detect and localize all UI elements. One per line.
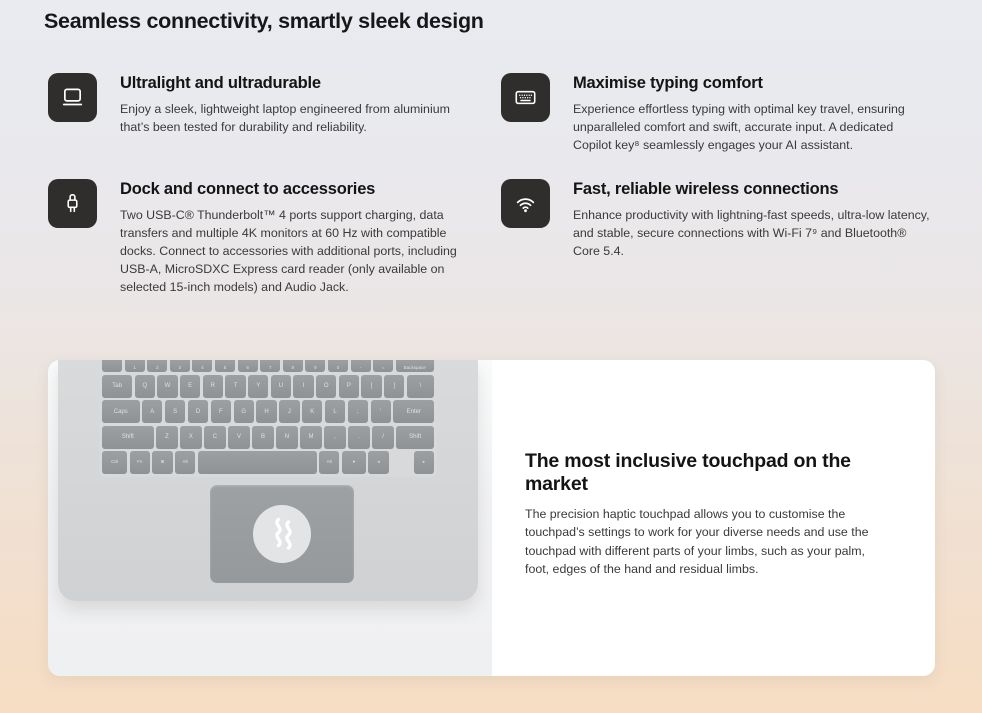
keyboard-key: 3 (170, 360, 190, 372)
keyboard-key: 9 (305, 360, 325, 372)
keyboard-key: B (252, 426, 274, 449)
keyboard-key: A (142, 400, 162, 423)
keyboard-key: 0 (328, 360, 348, 372)
keyboard-key: Shift (102, 426, 154, 449)
keyboard-key: [ (361, 375, 381, 398)
keyboard-key: Backspace (396, 360, 434, 372)
feature-wireless (501, 179, 930, 296)
keyboard-key: G (234, 400, 254, 423)
keyboard-key: Q (135, 375, 155, 398)
keyboard-key: ◂ (368, 451, 388, 474)
keyboard-key: U (271, 375, 291, 398)
touchpad-card-text (492, 360, 935, 676)
keyboard-key: T (225, 375, 245, 398)
keyboard-key: 2 (147, 360, 167, 372)
keyboard-key: ; (348, 400, 368, 423)
feature-title: Dock and connect to accessories (120, 180, 376, 198)
keyboard-icon (501, 73, 550, 122)
feature-ultralight (48, 73, 477, 154)
keyboard-key (198, 451, 317, 474)
keyboard-key: I (293, 375, 313, 398)
page-title: Seamless connectivity, smartly sleek design (44, 9, 484, 33)
keyboard-key: H (256, 400, 276, 423)
keyboard-key (391, 451, 411, 474)
keyboard-key: S (165, 400, 185, 423)
keyboard-key: ● (342, 451, 366, 474)
keyboard-key: ⊞ (152, 451, 172, 474)
keyboard-key: Z (156, 426, 178, 449)
feature-title: Fast, reliable wireless connections (573, 180, 839, 198)
keyboard-key: O (316, 375, 336, 398)
usb-plug-icon (48, 179, 97, 228)
laptop-touchpad-image (48, 360, 492, 676)
keyboard-key: Fn (130, 451, 150, 474)
keyboard-key: N (276, 426, 298, 449)
laptop-keyboard (99, 360, 437, 477)
keyboard-key: ] (384, 375, 404, 398)
keyboard-key: ▸ (414, 451, 434, 474)
keyboard-key: Alt (319, 451, 339, 474)
keyboard-key: 5 (215, 360, 235, 372)
touchpad-haptic-badge (253, 505, 311, 563)
keyboard-key: D (188, 400, 208, 423)
keyboard-key: 1 (125, 360, 145, 372)
keyboard-key: ' (371, 400, 391, 423)
touchpad (210, 485, 354, 583)
keyboard-key: Enter (393, 400, 434, 423)
keyboard-key: 6 (238, 360, 258, 372)
keyboard-key: Caps (102, 400, 140, 423)
keyboard-key: F (211, 400, 231, 423)
laptop-icon (48, 73, 97, 122)
keyboard-key: X (180, 426, 202, 449)
laptop-deck (58, 360, 478, 601)
feature-body: Experience effortless typing with optimal key travel, ensuring unparalleled comfort and swift, accurate input. A dedicated Copilot key⁸ seamlessly engages your AI assistant. (573, 102, 905, 152)
keyboard-key: J (279, 400, 299, 423)
keyboard-key: R (203, 375, 223, 398)
keyboard-key: / (372, 426, 394, 449)
keyboard-key: 4 (192, 360, 212, 372)
keyboard-key: K (302, 400, 322, 423)
keyboard-key: W (157, 375, 177, 398)
keyboard-key: Ctrl (102, 451, 127, 474)
keyboard-key: \ (407, 375, 434, 398)
keyboard-key: L (325, 400, 345, 423)
squiggle-icon (253, 505, 311, 563)
keyboard-key: . (348, 426, 370, 449)
keyboard-key (102, 360, 122, 372)
card-title: The most inclusive touchpad on the market (525, 449, 851, 495)
keyboard-key: P (339, 375, 359, 398)
feature-body: Enjoy a sleek, lightweight laptop engineered from aluminium that’s been tested for durability and reliability. (120, 102, 450, 134)
keyboard-key: E (180, 375, 200, 398)
keyboard-key: - (351, 360, 371, 372)
features-grid (48, 73, 934, 296)
feature-body: Enhance productivity with lightning-fast speeds, ultra-low latency, and stable, secure connections with Wi-Fi 7⁹ and Bluetooth® Core 5.4. (573, 208, 930, 258)
feature-title: Ultralight and ultradurable (120, 74, 321, 92)
keyboard-key: , (324, 426, 346, 449)
keyboard-key: 8 (283, 360, 303, 372)
feature-dock-accessories (48, 179, 477, 296)
feature-typing-comfort (501, 73, 930, 154)
keyboard-key: M (300, 426, 322, 449)
keyboard-key: Y (248, 375, 268, 398)
feature-title: Maximise typing comfort (573, 74, 763, 92)
keyboard-key: V (228, 426, 250, 449)
keyboard-key: = (373, 360, 393, 372)
keyboard-key: Alt (175, 451, 195, 474)
keyboard-key: Tab (102, 375, 132, 398)
touchpad-card (48, 360, 935, 676)
wifi-icon (501, 179, 550, 228)
feature-body: Two USB-C® Thunderbolt™ 4 ports support charging, data transfers and multiple 4K monitors at 60 Hz with compatible docks. Connect to accessories with additional ports, including USB-A, MicroSDXC Express card reader (only available on selected 15-inch models) and Audio Jack. (120, 208, 457, 294)
keyboard-key: 7 (260, 360, 280, 372)
card-body: The precision haptic touchpad allows you to customise the touchpad’s settings to work for your diverse needs and use the touchpad with different parts of your limbs, such as your palm, foot, edges of the hand and residual limbs. (525, 506, 869, 576)
keyboard-key: Shift (396, 426, 434, 449)
keyboard-key: C (204, 426, 226, 449)
